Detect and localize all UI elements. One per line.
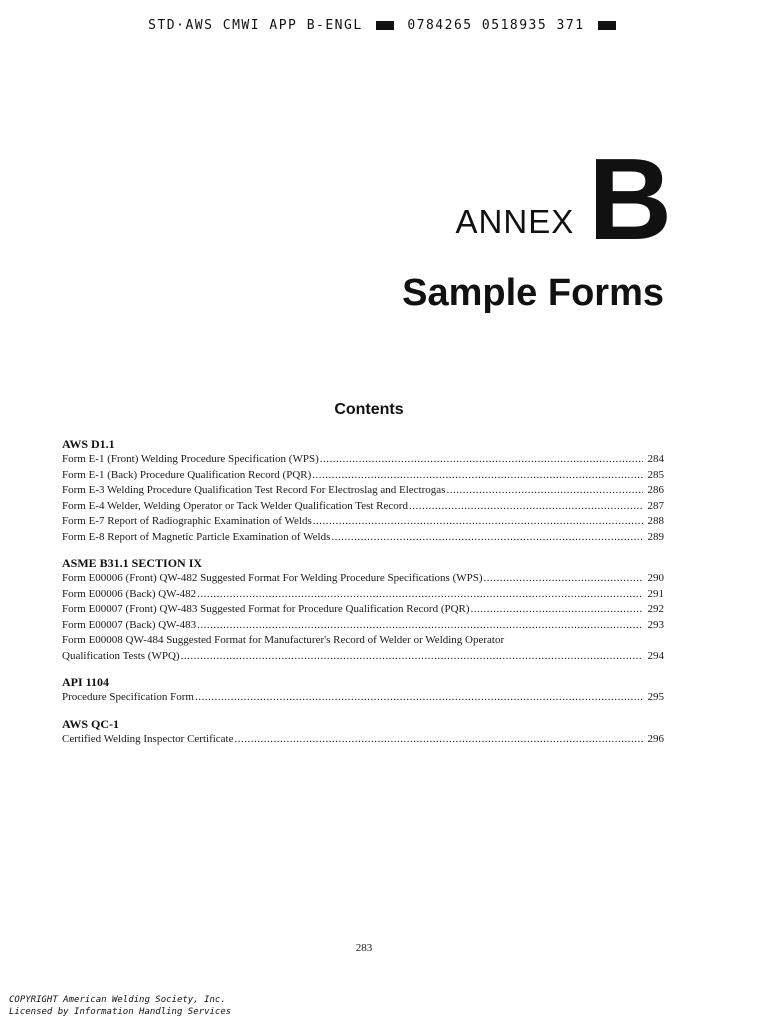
dot-leader (312, 468, 643, 484)
toc-entry[interactable] (62, 587, 664, 603)
dot-leader (484, 571, 643, 587)
toc-entry-page: 296 (647, 732, 664, 745)
page-title: Sample Forms (402, 272, 664, 314)
toc-entry-text: Qualification Tests (WPQ) (62, 649, 180, 662)
toc-entry-text: Form E00007 (Front) QW-483 Suggested Format for Procedure Qualification Record (PQR) (62, 603, 470, 615)
toc-entry-text: Form E00006 (Back) QW-482 (62, 587, 197, 600)
dot-leader (446, 483, 643, 499)
copyright-notice (9, 994, 231, 1018)
toc-entry-text: Form E-7 Report of Radiographic Examination of Welds (62, 515, 312, 527)
toc-entry-page: 292 (647, 603, 664, 615)
license-line: Licensed by Information Handling Services (9, 1007, 232, 1017)
toc-section-asme (62, 555, 664, 664)
header-block-mark (376, 21, 394, 30)
toc-entry[interactable] (62, 514, 664, 530)
toc-entry-page: 293 (647, 618, 664, 631)
toc-section-api-1104 (62, 674, 664, 706)
table-of-contents (62, 436, 664, 757)
toc-entry-page: 288 (647, 515, 664, 527)
toc-entry-page: 286 (647, 484, 664, 496)
toc-entry-text: Certified Welding Inspector Certificate (62, 732, 234, 745)
dot-leader (181, 649, 643, 665)
dot-leader (197, 587, 643, 603)
toc-entry[interactable] (62, 468, 664, 484)
toc-entry-text: Procedure Specification Form (62, 691, 194, 703)
toc-entry[interactable] (62, 452, 664, 468)
annex-letter: B (588, 134, 672, 264)
document-header-code (0, 18, 768, 33)
dot-leader (331, 530, 643, 546)
toc-entry[interactable] (62, 649, 664, 665)
contents-heading: Contents (334, 401, 404, 418)
header-codes: 0784265 0518935 371 (407, 18, 585, 33)
toc-entry[interactable] (62, 530, 664, 546)
toc-entry-page: 289 (647, 530, 664, 543)
header-doc-id: STD·AWS CMWI APP B-ENGL (148, 18, 363, 33)
toc-entry[interactable] (62, 499, 664, 515)
toc-entry-text: Form E-8 Report of Magnetic Particle Examination of Welds (62, 530, 331, 543)
section-heading: AWS QC-1 (62, 716, 120, 731)
toc-entry[interactable] (62, 483, 664, 499)
toc-entry[interactable] (62, 602, 664, 618)
toc-section-aws-d1-1 (62, 436, 664, 545)
toc-entry-page: 284 (647, 453, 664, 465)
toc-entry-page: 290 (647, 572, 664, 584)
toc-entry[interactable] (62, 571, 664, 587)
toc-entry-text: Form E00007 (Back) QW-483 (62, 618, 197, 631)
annex-heading (455, 134, 672, 264)
toc-entry-page: 287 (647, 499, 664, 512)
toc-entry-text: Form E-4 Welder, Welding Operator or Tack Welder Qualification Test Record (62, 499, 408, 512)
section-heading: API 1104 (62, 675, 110, 689)
toc-entry-page: 285 (647, 468, 664, 481)
dot-leader (313, 514, 643, 530)
section-heading: AWS D1.1 (62, 437, 115, 451)
dot-leader (471, 602, 643, 618)
dot-leader (320, 452, 643, 468)
dot-leader (409, 499, 643, 515)
dot-leader (195, 690, 643, 706)
toc-entry[interactable] (62, 690, 664, 706)
toc-entry[interactable] (62, 732, 664, 748)
copyright-line: COPYRIGHT American Welding Society, Inc. (9, 995, 226, 1005)
toc-section-aws-qc-1 (62, 716, 664, 748)
toc-entry-page: 294 (647, 649, 664, 662)
dot-leader (197, 618, 643, 634)
annex-word: ANNEX (455, 203, 575, 240)
page-number: 283 (355, 942, 373, 954)
toc-entry-text: Form E-1 (Front) Welding Procedure Specification (WPS) (62, 453, 319, 465)
header-block-mark-end (598, 21, 616, 30)
toc-entry-text: Form E-1 (Back) Procedure Qualification Record (PQR) (62, 468, 312, 481)
section-heading: ASME B31.1 SECTION IX (62, 556, 203, 570)
toc-entry-page: 291 (647, 587, 664, 600)
toc-entry-page: 295 (647, 691, 664, 703)
toc-entry-text: Form E-3 Welding Procedure Qualification Test Record For Electroslag and Electrogas (62, 484, 446, 496)
toc-entry[interactable] (62, 618, 664, 634)
toc-entry-text: Form E00006 (Front) QW-482 Suggested Format For Welding Procedure Specifications (WPS) (62, 572, 483, 584)
toc-entry-first-line[interactable]: Form E00008 QW-484 Suggested Format for Manufacturer's Record of Welder or Welding Operator (62, 634, 505, 646)
dot-leader (235, 732, 644, 748)
